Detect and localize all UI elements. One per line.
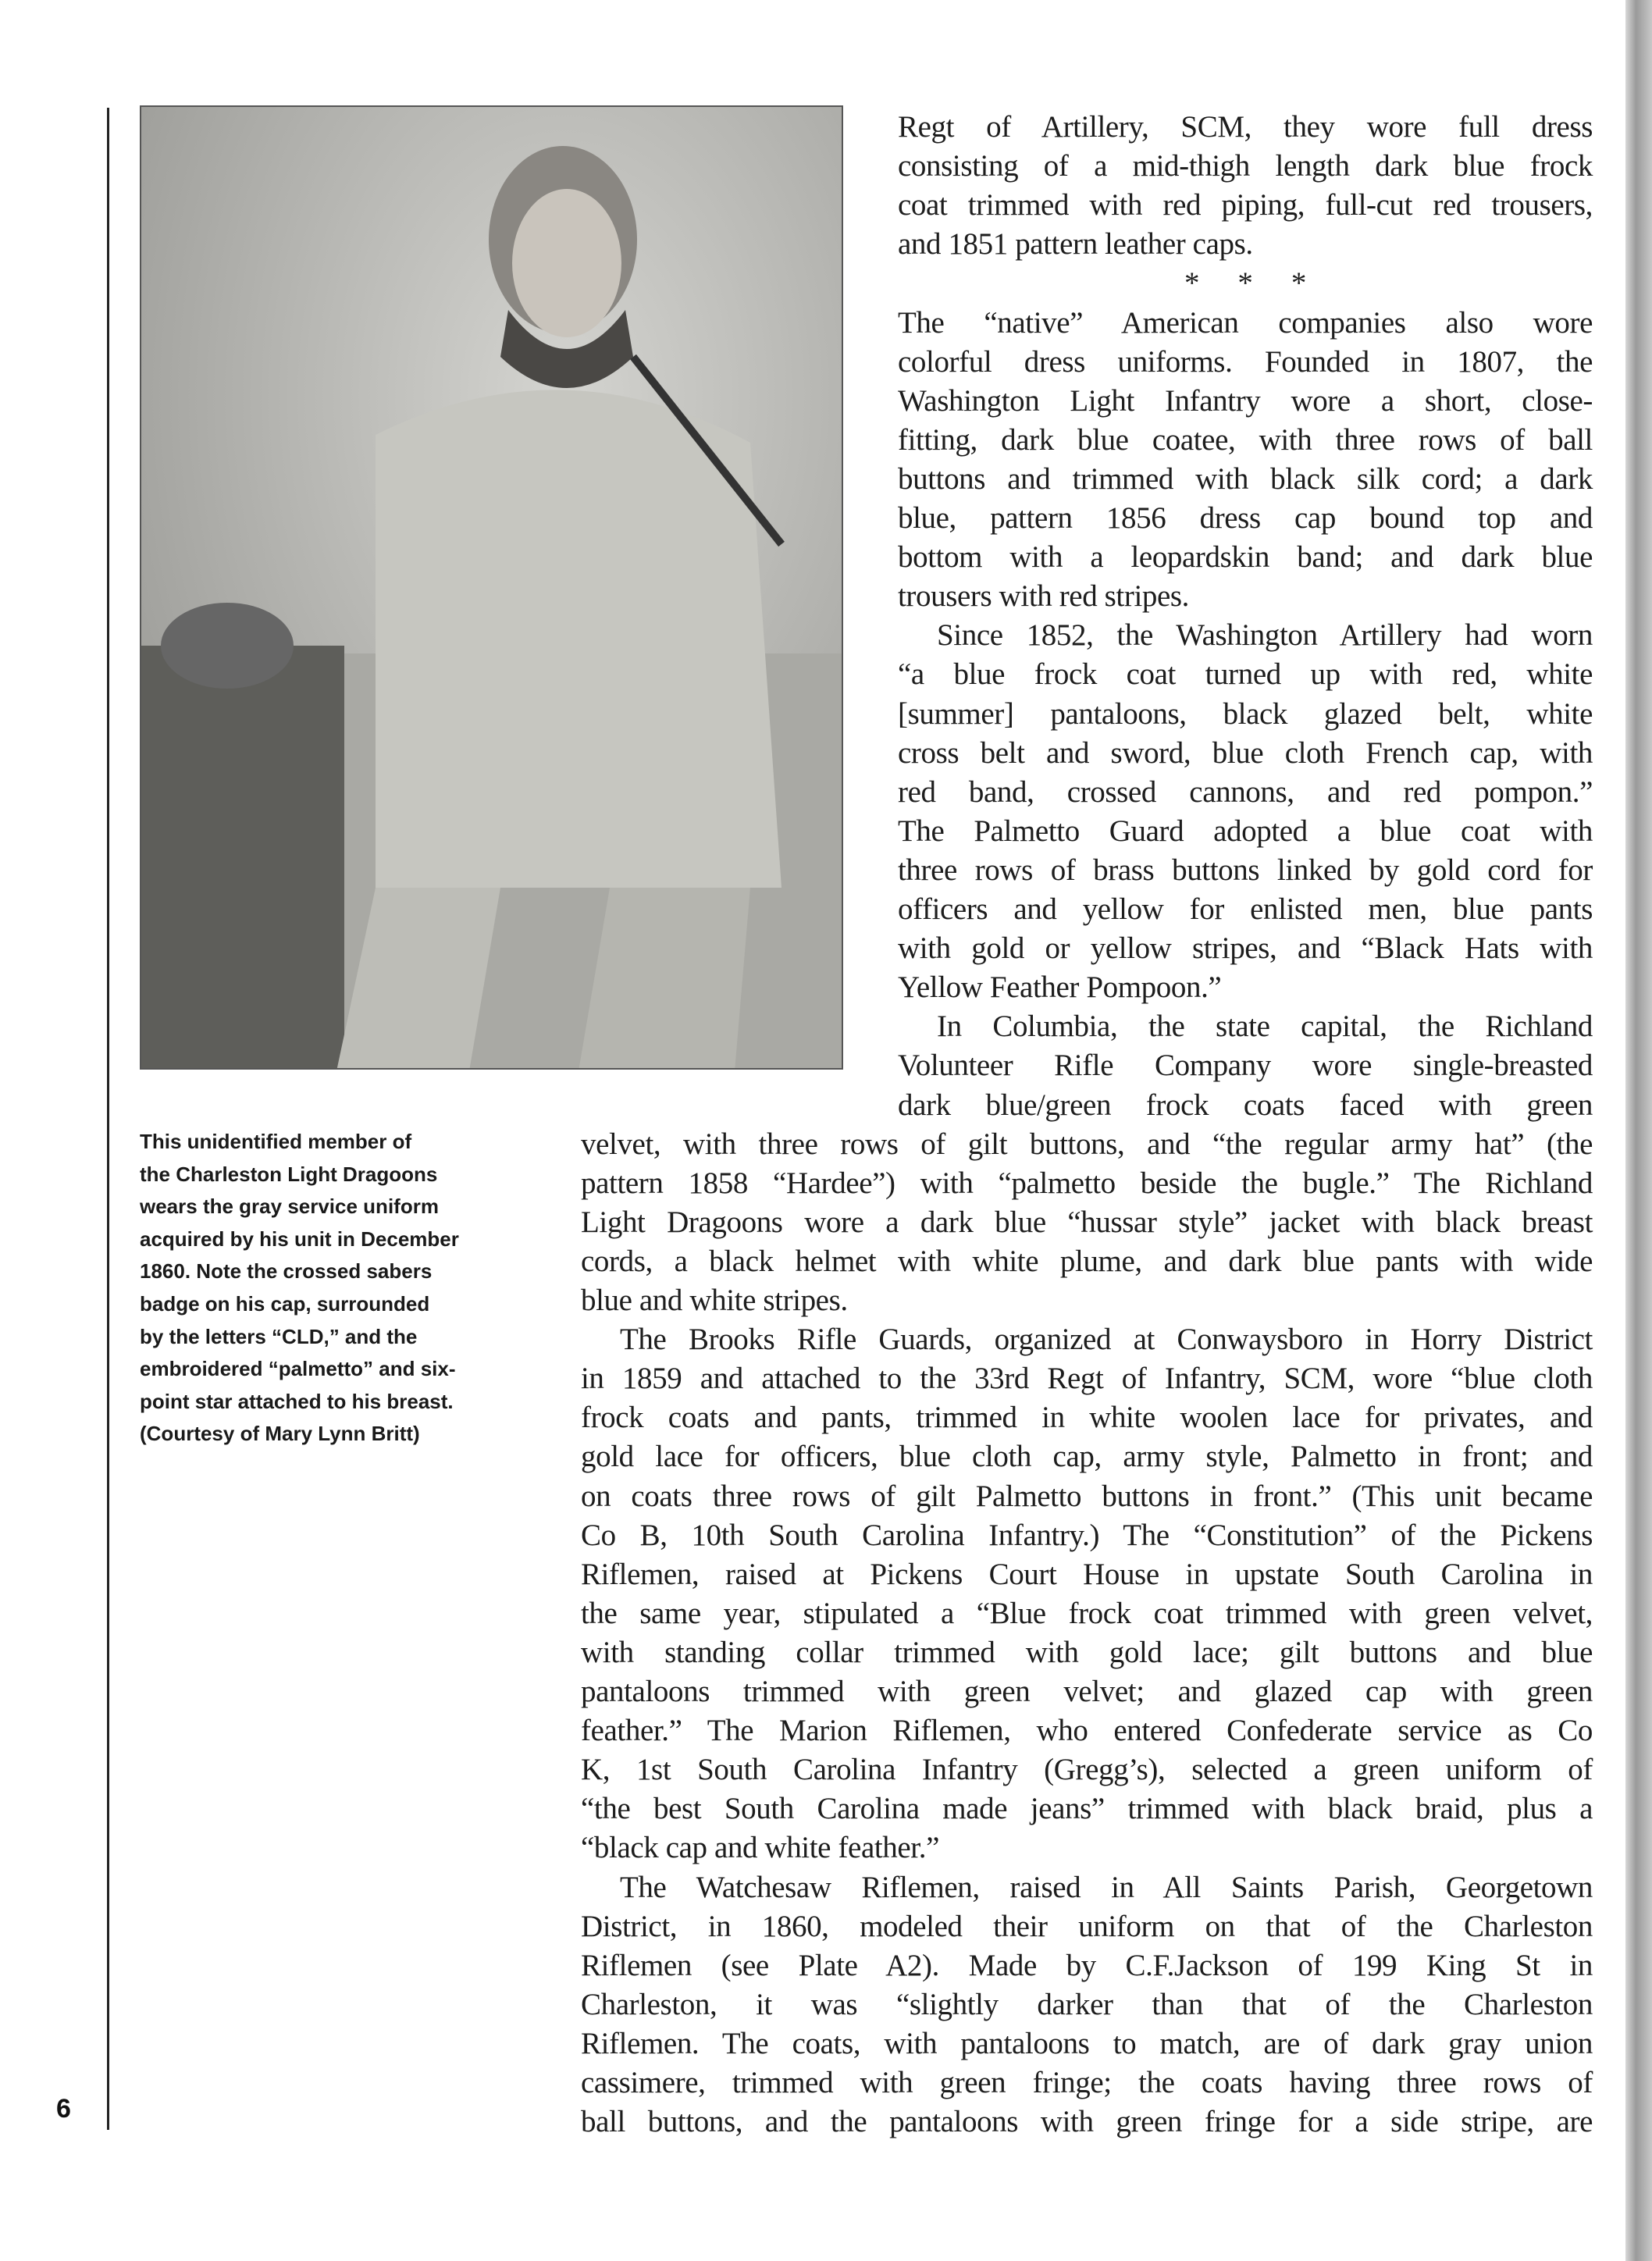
body-line: cross belt and sword, blue cloth French cap, with	[898, 735, 1593, 770]
caption-line: acquired by his unit in December	[140, 1227, 459, 1251]
body-line: colorful dress uniforms. Founded in 1807, the	[898, 344, 1593, 379]
body-line: blue, pattern 1856 dress cap bound top and	[898, 501, 1593, 535]
body-line: pantaloons trimmed with green velvet; and glazed cap with green	[581, 1675, 1593, 1708]
body-line: with standing collar trimmed with gold lace; gilt buttons and blue	[581, 1635, 1593, 1669]
body-line: cassimere, trimmed with green fringe; the coats having three rows of	[581, 2066, 1593, 2099]
body-line: Regt of Artillery, SCM, they wore full dress	[898, 110, 1593, 144]
portrait-photo	[140, 105, 843, 1070]
body-line: consisting of a mid-thigh length dark blue frock	[898, 149, 1593, 183]
body-line: The Palmetto Guard adopted a blue coat with	[898, 814, 1593, 848]
caption-line: badge on his cap, surrounded	[140, 1291, 430, 1316]
body-line: red band, crossed cannons, and red pompon.”	[898, 774, 1593, 809]
margin-rule	[107, 108, 109, 2130]
body-line: District, in 1860, modeled their uniform on that of the Charleston	[581, 1909, 1593, 1943]
body-line: [summer] pantaloons, black glazed belt, white	[898, 696, 1593, 731]
body-line: bottom with a leopardskin band; and dark blue	[898, 540, 1593, 575]
body-line: “black cap and white feather.”	[581, 1831, 939, 1865]
body-line: “the best South Carolina made jeans” trimmed with black braid, plus a	[581, 1792, 1593, 1826]
body-line: Volunteer Rifle Company wore single-breasted	[898, 1049, 1593, 1083]
body-line: In Columbia, the state capital, the Richland	[937, 1009, 1593, 1044]
caption-line: embroidered “palmetto” and six-	[140, 1357, 456, 1381]
body-line: on coats three rows of gilt Palmetto buttons in front.” (This unit became	[581, 1479, 1593, 1513]
caption-line: (Courtesy of Mary Lynn Britt)	[140, 1422, 420, 1446]
body-line: Yellow Feather Pompoon.”	[898, 970, 1222, 1005]
body-line: K, 1st South Carolina Infantry (Gregg’s), selected a green uniform of	[581, 1753, 1593, 1787]
body-line: Co B, 10th South Carolina Infantry.) The “Constitution” of the Pickens	[581, 1518, 1593, 1552]
caption-line: the Charleston Light Dragoons	[140, 1162, 438, 1186]
body-line: The Watchesaw Riflemen, raised in All Saints Parish, Georgetown	[620, 1870, 1593, 1904]
body-line: feather.” The Marion Riflemen, who entered Confederate service as Co	[581, 1714, 1593, 1748]
body-line: Since 1852, the Washington Artillery had worn	[937, 618, 1593, 653]
body-line: frock coats and pants, trimmed in white woolen lace for privates, and	[581, 1401, 1593, 1435]
caption-line: 1860. Note the crossed sabers	[140, 1259, 433, 1284]
body-line: Riflemen (see Plate A2). Made by C.F.Jackson of 199 King St in	[581, 1948, 1593, 1982]
caption-line: by the letters “CLD,” and the	[140, 1324, 418, 1348]
body-line: officers and yellow for enlisted men, blue pants	[898, 892, 1593, 926]
body-line: in 1859 and attached to the 33rd Regt of Infantry, SCM, wore “blue cloth	[581, 1362, 1593, 1396]
body-line: Charleston, it was “slightly darker than that of the Charleston	[581, 1987, 1593, 2021]
caption-line: point star attached to his breast.	[140, 1389, 454, 1413]
body-line: The “native” American companies also wore	[898, 305, 1593, 340]
caption-line: wears the gray service uniform	[140, 1195, 439, 1219]
body-line: velvet, with three rows of gilt buttons, and “the regular army hat” (the	[581, 1127, 1593, 1161]
body-line: three rows of brass buttons linked by gold cord for	[898, 853, 1593, 887]
page-number: 6	[56, 2094, 71, 2124]
body-line: with gold or yellow stripes, and “Black Hats with	[898, 931, 1593, 966]
body-line: buttons and trimmed with black silk cord; a dark	[898, 461, 1593, 496]
photo-caption	[140, 1126, 546, 1451]
body-line: the same year, stipulated a “Blue frock coat trimmed with green velvet,	[581, 1596, 1593, 1630]
body-line: blue and white stripes.	[581, 1284, 848, 1317]
body-line: The Brooks Rifle Guards, organized at Conwaysboro in Horry District	[620, 1323, 1593, 1357]
body-line: Light Dragoons wore a dark blue “hussar style” jacket with black breast	[581, 1205, 1593, 1239]
body-line: dark blue/green frock coats faced with green	[898, 1088, 1593, 1122]
body-line: pattern 1858 “Hardee”) with “palmetto beside the bugle.” The Richland	[581, 1166, 1593, 1200]
body-line: Riflemen, raised at Pickens Court House in upstate South Carolina in	[581, 1557, 1593, 1591]
body-line: Washington Light Infantry wore a short, close-	[898, 383, 1593, 418]
body-line: ball buttons, and the pantaloons with green fringe for a side stripe, are	[581, 2105, 1593, 2139]
body-line: and 1851 pattern leather caps.	[898, 227, 1253, 262]
body-line: “a blue frock coat turned up with red, white	[898, 657, 1593, 692]
caption-line: This unidentified member of	[140, 1130, 412, 1153]
body-line: fitting, dark blue coatee, with three rows of ball	[898, 422, 1593, 457]
portrait-illustration	[141, 107, 843, 1070]
section-break: * * *	[1184, 266, 1306, 301]
body-line: gold lace for officers, blue cloth cap, army style, Palmetto in front; and	[581, 1440, 1593, 1474]
body-line: Riflemen. The coats, with pantaloons to match, are of dark gray union	[581, 2026, 1593, 2060]
body-line: cords, a black helmet with white plume, and dark blue pants with wide	[581, 1244, 1593, 1278]
body-line: trousers with red stripes.	[898, 579, 1190, 614]
page-edge-shadow	[1625, 0, 1652, 2261]
body-line: coat trimmed with red piping, full-cut red trousers,	[898, 188, 1593, 223]
